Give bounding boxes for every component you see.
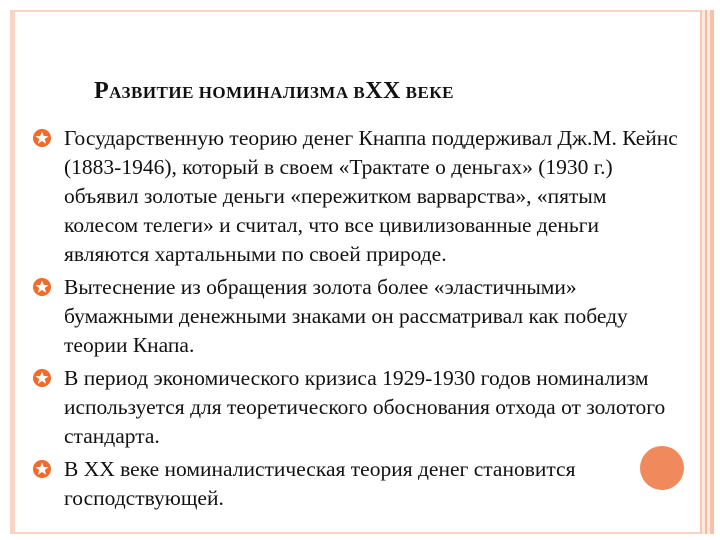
bullet-item <box>30 455 680 513</box>
bullet-text: Вытеснение из обращения золота более «эластичными» бумажными денежными знаками он рассматривал как победу теории Кнапа. <box>64 275 628 357</box>
bullet-text: В период экономического кризиса 1929-1930 годов номинализм используется для теоретического обоснования отхода от золотого стандарта. <box>64 366 666 448</box>
title-text-main: АЗВИТИЕ НОМИНАЛИЗМА В <box>109 83 366 102</box>
title-century: XX <box>365 78 401 104</box>
decorative-side-band <box>700 10 714 534</box>
title-initial: Р <box>94 78 110 104</box>
bullet-text: Государственную теорию денег Кнаппа поддерживал Дж.М. Кейнс (1883-1946), который в своем «Трактате о деньгах» (1930 г.) объявил золотые деньги «пережитком варварства», «пятым колесом телеги» и считал, что все цивилизованные деньги являются хартальными по своей природе. <box>64 126 678 266</box>
bullet-item <box>30 273 680 360</box>
bullet-item <box>30 124 680 269</box>
bullet-text: В XX веке номиналистическая теория денег становится господствующей. <box>64 457 576 510</box>
slide-title <box>94 78 454 105</box>
star-bullet-icon <box>32 277 52 297</box>
bullet-list <box>30 124 680 517</box>
star-bullet-icon <box>32 128 52 148</box>
title-text-end: ВЕКЕ <box>400 83 454 102</box>
decorative-accent-circle <box>640 446 684 490</box>
bullet-item <box>30 364 680 451</box>
star-bullet-icon <box>32 368 52 388</box>
star-bullet-icon <box>32 459 52 479</box>
